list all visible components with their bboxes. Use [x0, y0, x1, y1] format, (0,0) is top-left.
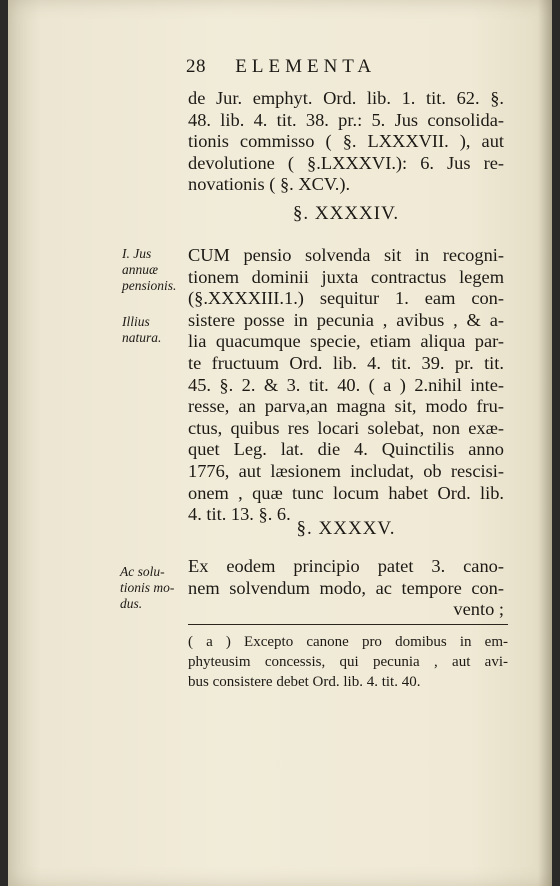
margin-note-line: Ac solu- [120, 564, 165, 579]
running-header [186, 56, 376, 78]
footnote-line: ( a ) Excepto canone pro domibus in em- [188, 634, 508, 650]
footnote-line: phyteusim concessis, qui pecunia , aut avi- [188, 654, 508, 670]
top-paragraph [188, 88, 504, 196]
text-line: sistere posse in pecunia , avibus , & a- [188, 309, 504, 330]
margin-note-line: dus. [120, 596, 143, 611]
text-line: lia quacumque specie, etiam aliqua par- [188, 331, 504, 352]
text-line: 4. tit. 13. §. 6. [188, 504, 291, 525]
footnote-line: bus consistere debet Ord. lib. 4. tit. 40. [188, 674, 421, 690]
text-line: novationis ( §. XCV.). [188, 174, 351, 195]
text-line: CUM pensio solvenda sit in recogni- [188, 245, 504, 265]
book-page [8, 0, 552, 886]
page-edge-shadow [538, 0, 552, 886]
section-heading-45: §. XXXXV. [296, 518, 396, 539]
margin-note-ac-solutionis [120, 564, 186, 612]
text-line: devolutione ( §.LXXXVI.): 6. Jus re- [188, 152, 504, 173]
footnote [188, 632, 508, 692]
text-line: (§.XXXXIII.1.) sequitur 1. eam con- [188, 288, 504, 309]
section-45-body [188, 556, 504, 621]
section-44-body [188, 245, 504, 526]
margin-note-illius-natura [122, 314, 188, 346]
text-line: vento ; [453, 599, 504, 620]
page-number: 28 [186, 56, 206, 77]
margin-note-line: I. Jus [122, 246, 152, 261]
footnote-rule [188, 624, 508, 625]
text-line: nem solvendum modo, ac tempore con- [188, 577, 504, 598]
section-heading-44: §. XXXXIV. [292, 203, 400, 224]
text-line: 48. lib. 4. tit. 38. pr.: 5. Jus consolida- [188, 109, 504, 130]
text-line: tionis commisso ( §. LXXXVII. ), aut [188, 131, 504, 152]
text-line: resse, an parva,an magna sit, modo fru- [188, 396, 504, 417]
margin-note-line: Illius [122, 314, 150, 329]
margin-note-line: natura. [122, 330, 162, 345]
text-line: quet Leg. lat. die 4. Quinctilis anno [188, 439, 504, 460]
text-line: tionem dominii juxta contractus legem [188, 266, 504, 287]
margin-note-line: tionis mo- [120, 580, 175, 595]
text-line: te fructuum Ord. lib. 4. tit. 39. pr. tit. [188, 352, 504, 373]
text-line: ctus, quibus res locari solebat, non exæ- [188, 417, 504, 438]
margin-note-line: annuæ [122, 262, 159, 277]
running-head-title: ELEMENTA [235, 56, 377, 77]
margin-note-jus-annuae [122, 246, 188, 294]
margin-note-line: pensionis. [122, 278, 177, 293]
text-line: Ex eodem principio patet 3. cano- [188, 556, 504, 576]
text-line: onem , quæ tunc locum habet Ord. lib. [188, 482, 504, 503]
text-line: 45. §. 2. & 3. tit. 40. ( a ) 2.nihil inte- [188, 374, 504, 395]
text-line: de Jur. emphyt. Ord. lib. 1. tit. 62. §. [188, 88, 504, 108]
text-line: 1776, aut læsionem includat, ob rescisi- [188, 460, 504, 481]
